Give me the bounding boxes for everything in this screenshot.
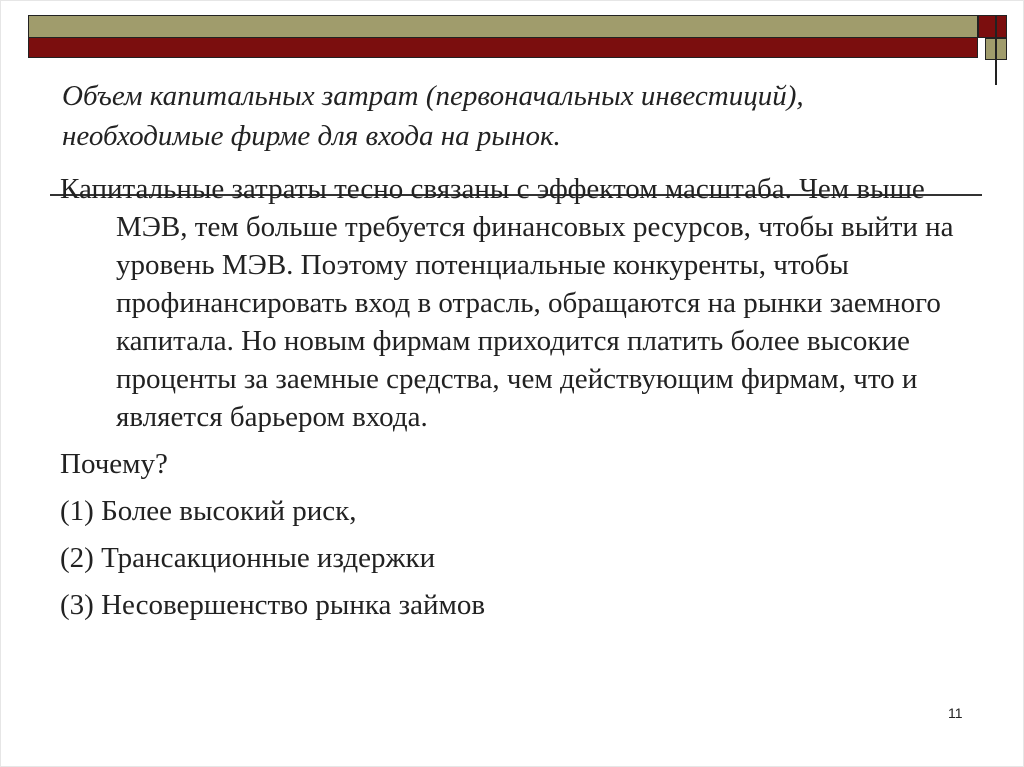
page-number: 11 <box>948 705 963 721</box>
question-text: Почему? <box>60 448 168 480</box>
list-item: (2) Трансакционные издержки <box>60 542 436 574</box>
list-item: (3) Несовершенство рынка займов <box>60 589 486 621</box>
header-vertical-line <box>995 15 997 85</box>
slide-title: Объем капитальных затрат (первоначальных инвестиций), необходимые фирме для входа на рынок. <box>62 80 804 152</box>
header-bar-maroon <box>28 38 978 58</box>
header-bar-olive <box>28 15 978 38</box>
header-square-maroon <box>978 15 1007 38</box>
main-paragraph: Капитальные затраты тесно связаны с эффектом масштаба. Чем выше МЭВ, тем больше требуется финансовых ресурсов, чтобы выйти на уровень МЭВ. Поэтому потенциальные конкуренты, чтобы профинансировать вход в отрасль, обращаются на рынки заемного капитала. Но новым фирмам приходится платить более высокие проценты за заемные средства, чем действующим фирмам, что и является барьером входа. <box>60 173 954 433</box>
slide-body <box>60 170 980 624</box>
list-item: (1) Более высокий риск, <box>60 495 357 527</box>
